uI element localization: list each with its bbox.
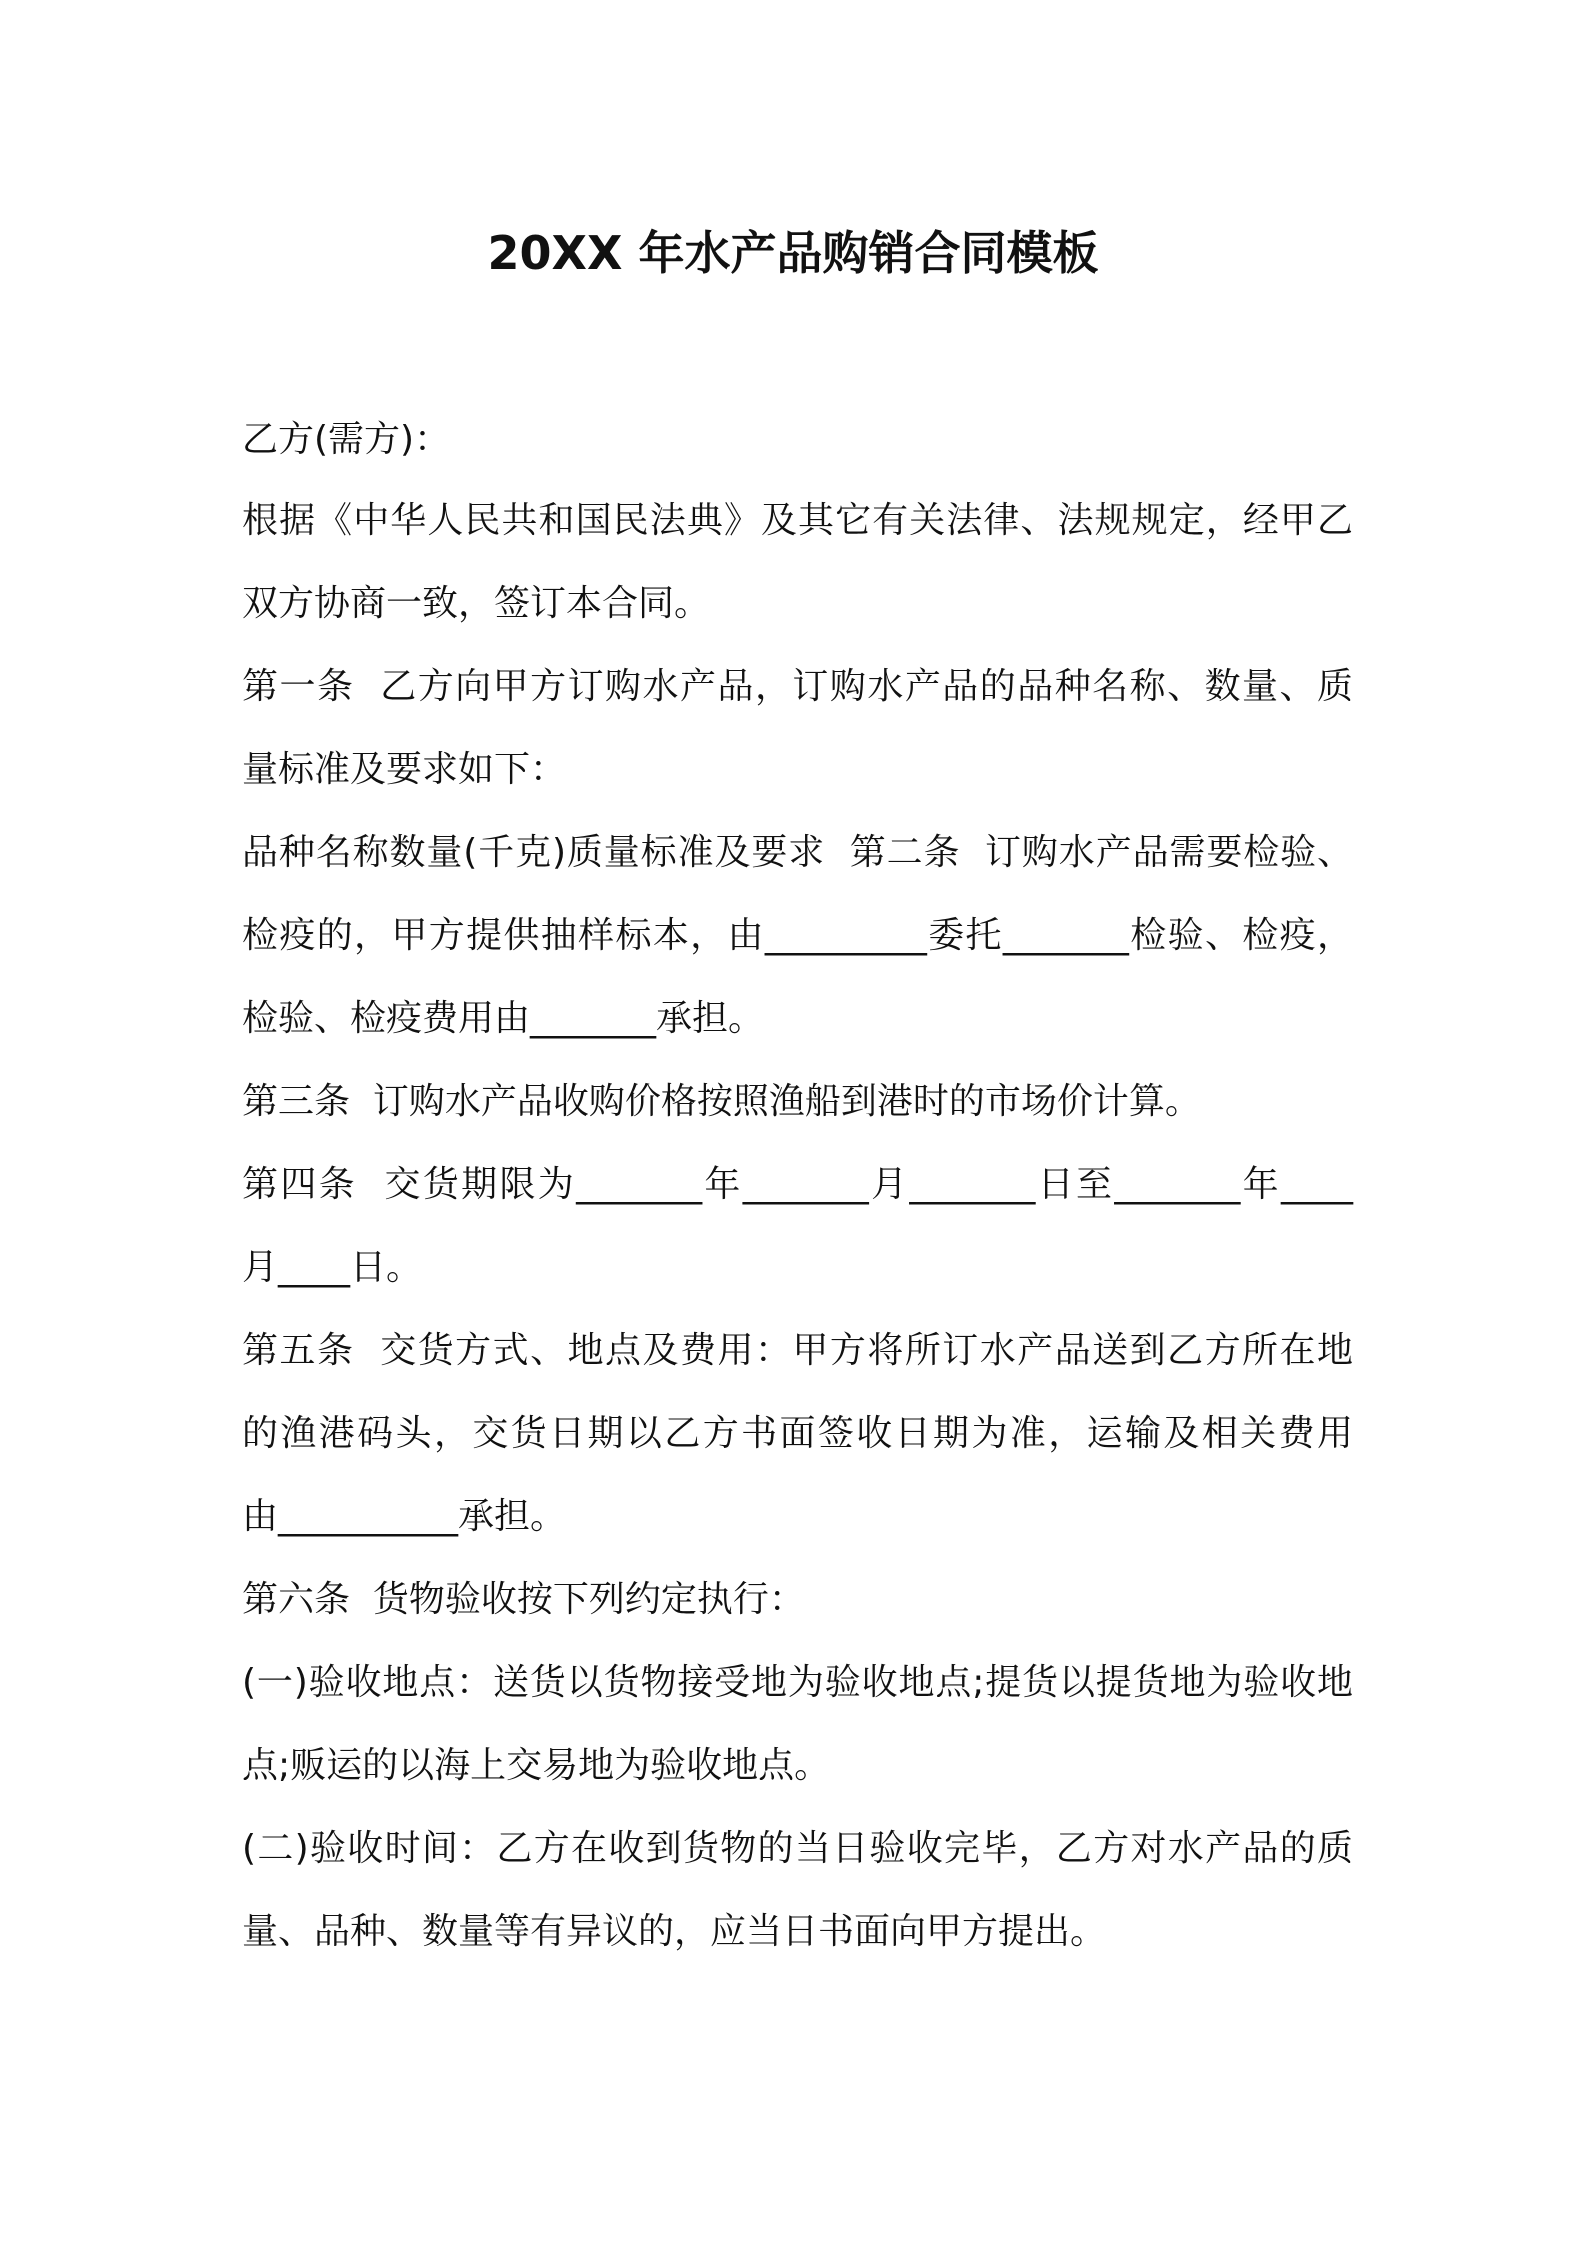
body-line: (二)验收时间：乙方在收到货物的当日验收完毕，乙方对水产品的质 xyxy=(242,1828,1353,1869)
body-line: 第六条 货物验收按下列约定执行： xyxy=(242,1579,805,1620)
body-line: 检验、检疫费用由_______承担。 xyxy=(242,998,765,1039)
body-line: 量标准及要求如下： xyxy=(242,749,567,790)
body-line: 月____日。 xyxy=(242,1247,423,1288)
document-title: 20XX 年水产品购销合同模板 xyxy=(487,226,1099,280)
body-line: 第三条 订购水产品收购价格按照渔船到港时的市场价计算。 xyxy=(242,1081,1201,1122)
body-line: 量、品种、数量等有异议的，应当日书面向甲方提出。 xyxy=(242,1911,1107,1952)
body-line: (一)验收地点：送货以货物接受地为验收地点;提货以提货地为验收地 xyxy=(242,1662,1353,1703)
body-line: 点;贩运的以海上交易地为验收地点。 xyxy=(242,1745,831,1786)
body-line: 第一条 乙方向甲方订购水产品，订购水产品的品种名称、数量、质 xyxy=(242,666,1353,707)
body-line: 第五条 交货方式、地点及费用：甲方将所订水产品送到乙方所在地 xyxy=(242,1330,1353,1371)
body-line: 的渔港码头，交货日期以乙方书面签收日期为准，运输及相关费用 xyxy=(242,1413,1353,1454)
body-line: 乙方(需方)： xyxy=(242,419,451,460)
body-line: 根据《中华人民共和国民法典》及其它有关法律、法规规定，经甲乙 xyxy=(242,500,1353,541)
body-line: 第四条 交货期限为_______年_______月_______日至_______年____ xyxy=(242,1164,1353,1205)
body-line: 双方协商一致，签订本合同。 xyxy=(242,583,711,624)
body-line: 检疫的，甲方提供抽样标本，由_________委托_______检验、检疫， xyxy=(242,915,1353,956)
body-line: 品种名称数量(千克)质量标准及要求 第二条 订购水产品需要检验、 xyxy=(242,832,1353,873)
body-line: 由__________承担。 xyxy=(242,1496,567,1537)
